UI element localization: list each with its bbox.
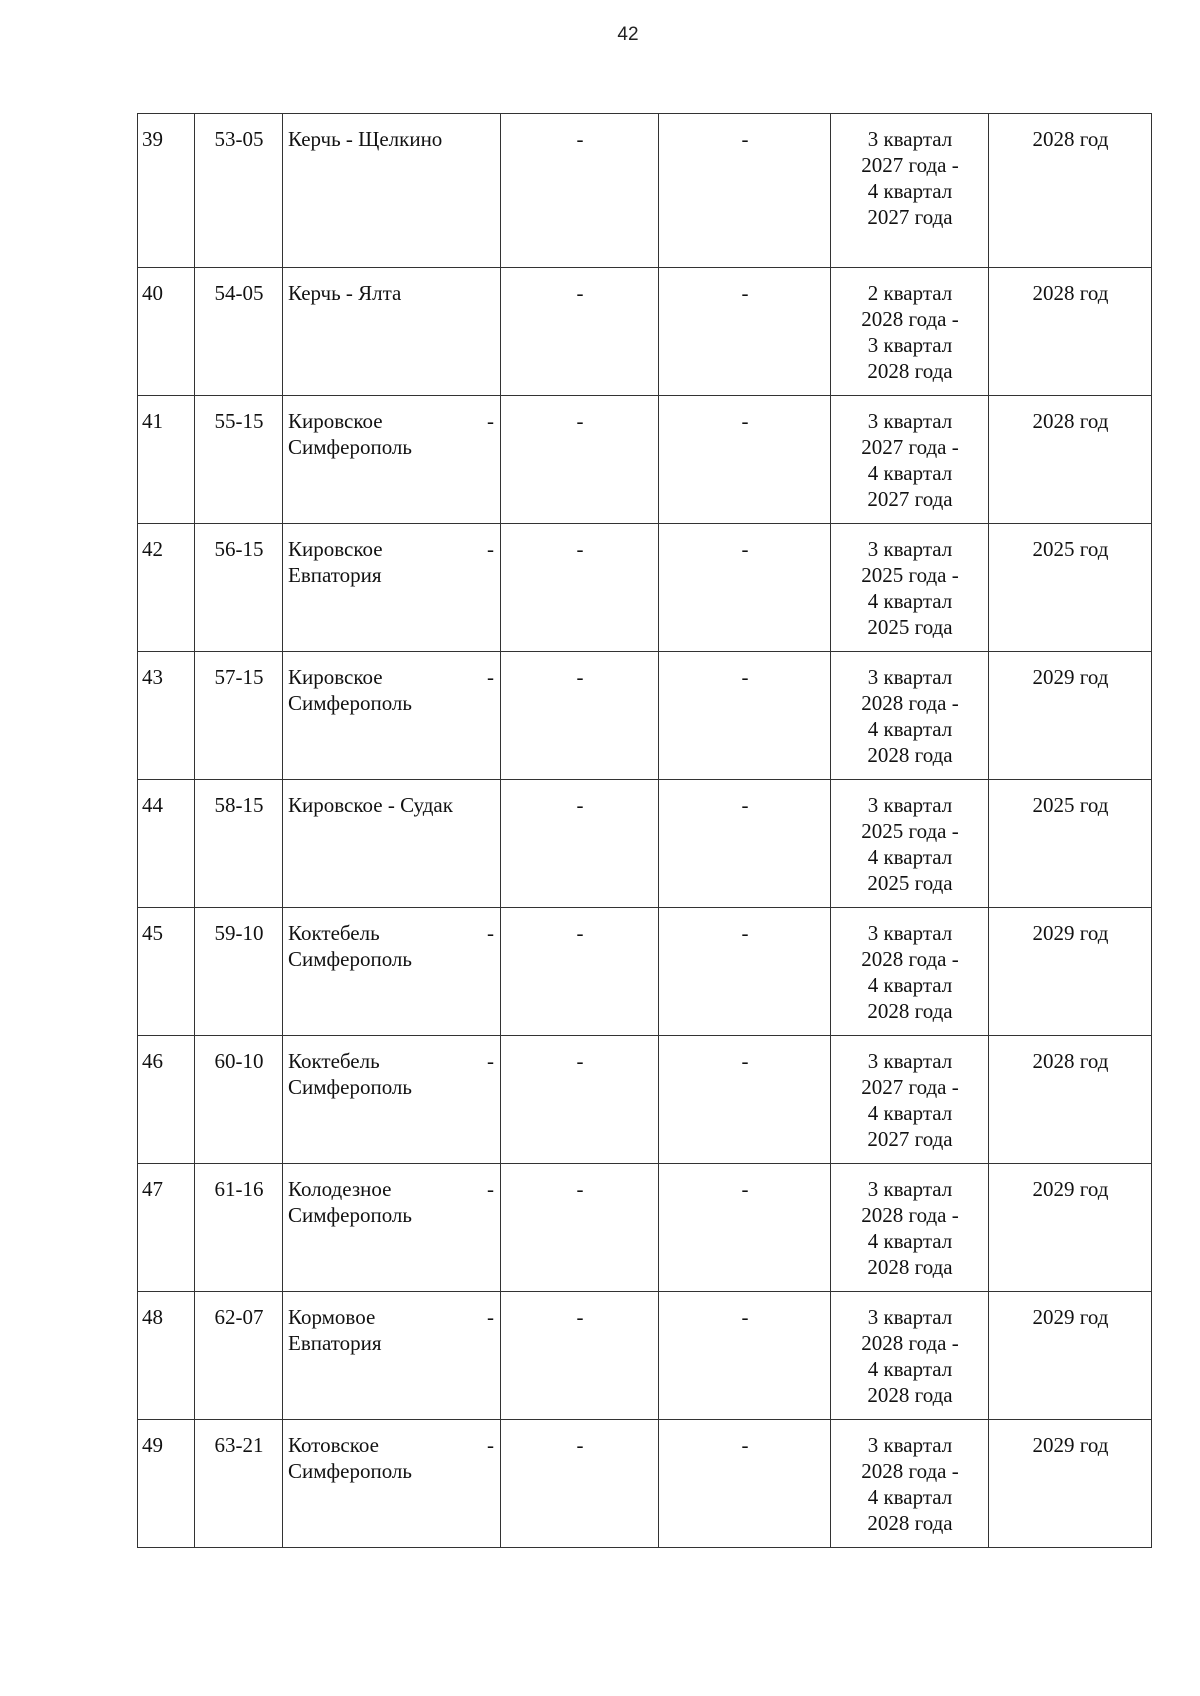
row-number-cell-text: 43 — [142, 665, 163, 689]
column-5-cell-text: - — [741, 409, 749, 433]
route-name-line: Симферополь — [288, 435, 412, 459]
period-line: 3 квартал — [867, 1305, 953, 1329]
period-line: 2028 года — [867, 1383, 953, 1407]
column-5-cell — [659, 780, 831, 908]
route-code-cell — [195, 1292, 283, 1420]
column-4-cell-text: - — [576, 537, 584, 561]
column-4-cell-text: - — [576, 1049, 584, 1073]
column-4-cell-text: - — [576, 1177, 584, 1201]
period-line: 2028 года — [867, 1255, 953, 1279]
table-row — [138, 396, 1152, 524]
route-code-cell — [195, 1036, 283, 1164]
row-number-cell-text: 46 — [142, 1049, 163, 1073]
route-code-cell-text: 61-16 — [214, 1177, 264, 1201]
route-name-cell — [283, 1420, 501, 1548]
column-4-cell — [501, 1420, 659, 1548]
year-cell — [989, 1420, 1152, 1548]
period-line: 2027 года - — [861, 1075, 959, 1099]
row-number-cell — [138, 114, 195, 268]
period-line: 4 квартал — [867, 1485, 953, 1509]
year-cell-text: 2028 год — [1032, 409, 1109, 433]
period-line: 4 квартал — [867, 179, 953, 203]
period-line: 4 квартал — [867, 717, 953, 741]
column-5-cell-text: - — [741, 921, 749, 945]
period-line: 3 квартал — [867, 1049, 953, 1073]
column-5-cell — [659, 1420, 831, 1548]
route-name-cell — [283, 1036, 501, 1164]
period-line: 2028 года - — [861, 1203, 959, 1227]
table-row — [138, 1036, 1152, 1164]
row-number-cell-text: 49 — [142, 1433, 163, 1457]
column-5-cell — [659, 396, 831, 524]
column-5-cell-text: - — [741, 127, 749, 151]
period-line: 2028 года — [867, 1511, 953, 1535]
route-name-cell — [283, 268, 501, 396]
year-cell-text: 2028 год — [1032, 127, 1109, 151]
route-name-line: Колодезное — [288, 1177, 392, 1201]
table-row — [138, 1292, 1152, 1420]
period-line: 3 квартал — [867, 333, 953, 357]
period-line: 3 квартал — [867, 665, 953, 689]
row-number-cell — [138, 1420, 195, 1548]
table-row — [138, 908, 1152, 1036]
year-cell — [989, 524, 1152, 652]
column-4-cell — [501, 908, 659, 1036]
route-code-cell-text: 62-07 — [214, 1305, 264, 1329]
route-code-cell-text: 59-10 — [214, 921, 264, 945]
route-dash: - — [487, 409, 494, 433]
column-5-cell — [659, 524, 831, 652]
route-name-line: Керчь - Щелкино — [288, 127, 443, 151]
route-dash: - — [487, 1049, 494, 1073]
route-code-cell-text: 57-15 — [214, 665, 264, 689]
period-cell — [831, 652, 989, 780]
table-row — [138, 780, 1152, 908]
period-line: 2027 года — [867, 1127, 953, 1151]
period-line: 4 квартал — [867, 973, 953, 997]
route-name-line: Коктебель — [288, 921, 380, 945]
year-cell-text: 2029 год — [1032, 1433, 1109, 1457]
year-cell — [989, 396, 1152, 524]
column-5-cell — [659, 1036, 831, 1164]
row-number-cell — [138, 268, 195, 396]
period-line: 2028 года — [867, 359, 953, 383]
period-cell — [831, 1036, 989, 1164]
period-line: 3 квартал — [867, 1433, 953, 1457]
period-line: 2028 года - — [861, 307, 959, 331]
row-number-cell-text: 40 — [142, 281, 163, 305]
period-line: 3 квартал — [867, 409, 953, 433]
route-name-line: Кировское - Судак — [288, 793, 453, 817]
column-4-cell — [501, 114, 659, 268]
route-name-line: Кировское — [288, 665, 383, 689]
year-cell-text: 2025 год — [1032, 537, 1109, 561]
route-name-line: Кировское — [288, 537, 383, 561]
period-line: 3 квартал — [867, 921, 953, 945]
period-line: 3 квартал — [867, 537, 953, 561]
row-number-cell — [138, 652, 195, 780]
route-name-cell — [283, 114, 501, 268]
page-number: 42 — [617, 24, 639, 45]
route-dash: - — [487, 921, 494, 945]
route-dash: - — [487, 1177, 494, 1201]
period-line: 2027 года — [867, 205, 953, 229]
year-cell — [989, 1292, 1152, 1420]
column-5-cell-text: - — [741, 793, 749, 817]
column-4-cell-text: - — [576, 409, 584, 433]
row-number-cell — [138, 908, 195, 1036]
column-5-cell-text: - — [741, 1177, 749, 1201]
row-number-cell-text: 45 — [142, 921, 163, 945]
route-dash: - — [487, 1305, 494, 1329]
row-number-cell-text: 41 — [142, 409, 163, 433]
route-code-cell — [195, 268, 283, 396]
column-4-cell — [501, 524, 659, 652]
row-number-cell — [138, 1164, 195, 1292]
table-row — [138, 652, 1152, 780]
route-name-line: Коктебель — [288, 1049, 380, 1073]
route-name-line: Симферополь — [288, 1459, 412, 1483]
year-cell — [989, 908, 1152, 1036]
row-number-cell — [138, 1036, 195, 1164]
period-cell — [831, 268, 989, 396]
row-number-cell — [138, 524, 195, 652]
year-cell — [989, 780, 1152, 908]
column-5-cell — [659, 652, 831, 780]
route-name-line: Симферополь — [288, 691, 412, 715]
table-row — [138, 1420, 1152, 1548]
route-dash: - — [487, 665, 494, 689]
table-row — [138, 1164, 1152, 1292]
period-line: 2 квартал — [867, 281, 953, 305]
period-cell — [831, 1420, 989, 1548]
column-5-cell — [659, 1292, 831, 1420]
route-code-cell-text: 58-15 — [214, 793, 264, 817]
column-4-cell — [501, 1292, 659, 1420]
period-line: 4 квартал — [867, 589, 953, 613]
route-code-cell-text: 56-15 — [214, 537, 264, 561]
route-name-line: Евпатория — [288, 563, 382, 587]
column-4-cell — [501, 268, 659, 396]
column-4-cell-text: - — [576, 665, 584, 689]
period-line: 2027 года - — [861, 153, 959, 177]
route-name-line: Симферополь — [288, 947, 412, 971]
period-line: 2025 года - — [861, 563, 959, 587]
route-code-cell-text: 63-21 — [214, 1433, 264, 1457]
route-code-cell — [195, 114, 283, 268]
year-cell-text: 2029 год — [1032, 1177, 1109, 1201]
route-name-line: Котовское — [288, 1433, 379, 1457]
route-name-line: Керчь - Ялта — [288, 281, 402, 305]
table-row — [138, 524, 1152, 652]
route-code-cell — [195, 908, 283, 1036]
table-row — [138, 114, 1152, 268]
route-code-cell-text: 60-10 — [214, 1049, 264, 1073]
period-line: 2028 года — [867, 743, 953, 767]
year-cell — [989, 1164, 1152, 1292]
column-4-cell — [501, 1164, 659, 1292]
year-cell-text: 2029 год — [1032, 1305, 1109, 1329]
period-line: 2028 года - — [861, 947, 959, 971]
column-5-cell-text: - — [741, 1049, 749, 1073]
period-line: 3 квартал — [867, 793, 953, 817]
row-number-cell — [138, 396, 195, 524]
year-cell — [989, 652, 1152, 780]
period-line: 2025 года — [867, 615, 953, 639]
column-4-cell — [501, 652, 659, 780]
route-name-line: Кировское — [288, 409, 383, 433]
row-number-cell-text: 39 — [142, 127, 163, 151]
column-5-cell — [659, 908, 831, 1036]
period-line: 2028 года - — [861, 1459, 959, 1483]
period-cell — [831, 1292, 989, 1420]
column-4-cell-text: - — [576, 127, 584, 151]
route-name-cell — [283, 396, 501, 524]
column-4-cell-text: - — [576, 281, 584, 305]
column-5-cell-text: - — [741, 1305, 749, 1329]
year-cell-text: 2028 год — [1032, 1049, 1109, 1073]
year-cell — [989, 1036, 1152, 1164]
period-line: 3 квартал — [867, 1177, 953, 1201]
period-line: 4 квартал — [867, 461, 953, 485]
column-4-cell — [501, 780, 659, 908]
period-line: 2027 года — [867, 487, 953, 511]
route-dash: - — [487, 537, 494, 561]
period-cell — [831, 396, 989, 524]
column-4-cell-text: - — [576, 793, 584, 817]
route-name-cell — [283, 908, 501, 1036]
column-5-cell — [659, 268, 831, 396]
route-name-line: Симферополь — [288, 1075, 412, 1099]
period-cell — [831, 114, 989, 268]
route-name-cell — [283, 1292, 501, 1420]
column-5-cell-text: - — [741, 665, 749, 689]
year-cell-text: 2028 год — [1032, 281, 1109, 305]
table-body — [138, 114, 1152, 1548]
period-cell — [831, 780, 989, 908]
route-code-cell-text: 54-05 — [214, 281, 264, 305]
row-number-cell — [138, 1292, 195, 1420]
route-code-cell-text: 55-15 — [214, 409, 264, 433]
period-line: 2028 года — [867, 999, 953, 1023]
year-cell-text: 2025 год — [1032, 793, 1109, 817]
period-line: 3 квартал — [867, 127, 953, 151]
column-5-cell-text: - — [741, 537, 749, 561]
column-4-cell-text: - — [576, 1305, 584, 1329]
period-line: 4 квартал — [867, 845, 953, 869]
year-cell — [989, 268, 1152, 396]
period-line: 2028 года - — [861, 1331, 959, 1355]
row-number-cell-text: 48 — [142, 1305, 163, 1329]
route-code-cell-text: 53-05 — [214, 127, 264, 151]
route-dash: - — [487, 1433, 494, 1457]
period-line: 2025 года — [867, 871, 953, 895]
route-name-cell — [283, 524, 501, 652]
period-line: 2027 года - — [861, 435, 959, 459]
route-schedule-table — [137, 113, 1152, 1548]
column-4-cell-text: - — [576, 1433, 584, 1457]
route-code-cell — [195, 524, 283, 652]
period-cell — [831, 1164, 989, 1292]
period-cell — [831, 524, 989, 652]
column-4-cell — [501, 1036, 659, 1164]
year-cell-text: 2029 год — [1032, 921, 1109, 945]
column-5-cell — [659, 114, 831, 268]
route-code-cell — [195, 780, 283, 908]
route-code-cell — [195, 1164, 283, 1292]
route-name-line: Евпатория — [288, 1331, 382, 1355]
column-4-cell-text: - — [576, 921, 584, 945]
route-name-cell — [283, 652, 501, 780]
route-name-line: Кормовое — [288, 1305, 376, 1329]
year-cell-text: 2029 год — [1032, 665, 1109, 689]
column-5-cell — [659, 1164, 831, 1292]
route-code-cell — [195, 396, 283, 524]
period-line: 2025 года - — [861, 819, 959, 843]
column-4-cell — [501, 396, 659, 524]
period-line: 2028 года - — [861, 691, 959, 715]
row-number-cell — [138, 780, 195, 908]
route-name-cell — [283, 1164, 501, 1292]
table-row — [138, 268, 1152, 396]
route-code-cell — [195, 1420, 283, 1548]
year-cell — [989, 114, 1152, 268]
route-name-cell — [283, 780, 501, 908]
period-cell — [831, 908, 989, 1036]
column-5-cell-text: - — [741, 281, 749, 305]
column-5-cell-text: - — [741, 1433, 749, 1457]
route-code-cell — [195, 652, 283, 780]
row-number-cell-text: 47 — [142, 1177, 163, 1201]
period-line: 4 квартал — [867, 1357, 953, 1381]
row-number-cell-text: 42 — [142, 537, 163, 561]
period-line: 4 квартал — [867, 1101, 953, 1125]
period-line: 4 квартал — [867, 1229, 953, 1253]
route-name-line: Симферополь — [288, 1203, 412, 1227]
row-number-cell-text: 44 — [142, 793, 163, 817]
